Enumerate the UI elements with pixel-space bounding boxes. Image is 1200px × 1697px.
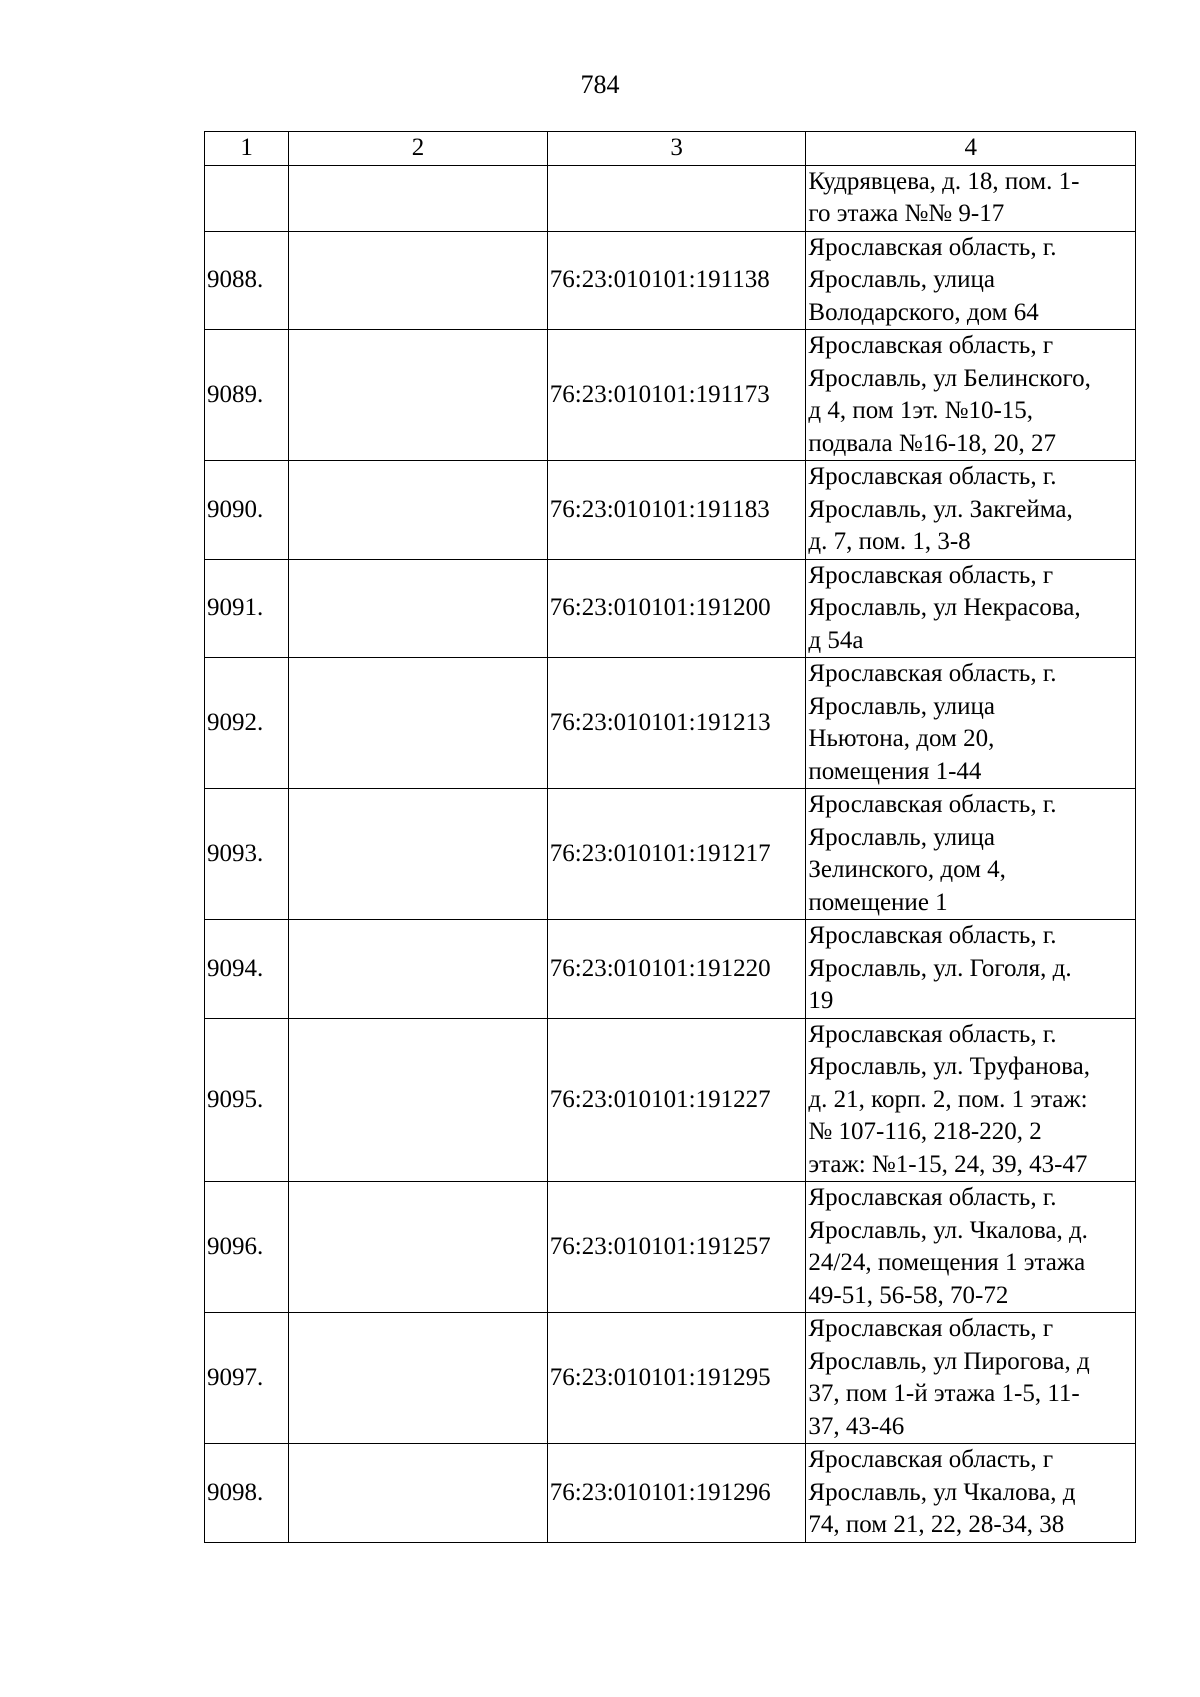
address-line: 19 <box>808 987 834 1014</box>
address-line: помещение 1 <box>808 888 948 916</box>
row-number: 9089. <box>205 330 289 461</box>
address-line: Ярославская область, г <box>808 561 1054 589</box>
address-cell <box>806 1182 1136 1313</box>
row-col-2 <box>289 1313 548 1444</box>
table-row <box>205 658 1136 789</box>
address-line: 74, пом 21, 22, 28-34, 38 <box>808 1511 1065 1538</box>
address-line: Ярославская область, г. <box>808 922 1057 949</box>
row-number: 9092. <box>205 658 289 789</box>
address-line: Володарского, дом 64 <box>808 298 1039 326</box>
header-col-1: 1 <box>205 132 289 166</box>
address-line: Ярославль, ул. Труфанова, <box>808 1053 1090 1080</box>
page-number: 784 <box>580 70 620 99</box>
table-row <box>205 1182 1136 1313</box>
row-number: 9088. <box>205 231 289 330</box>
cadastral-number: 76:23:010101:191200 <box>547 559 806 658</box>
address-line: Ярославская область, г <box>808 1315 1054 1342</box>
row-number <box>205 165 289 231</box>
address-cell <box>806 559 1136 658</box>
address-line: го этажа №№ 9-17 <box>808 200 1005 227</box>
row-col-2 <box>289 231 548 330</box>
address-line: Ярославская область, г <box>808 1446 1054 1473</box>
address-cell <box>806 789 1136 920</box>
address-line: 49-51, 56-58, 70-72 <box>808 1281 1009 1309</box>
address-line: помещения 1-44 <box>808 757 982 785</box>
cadastral-number: 76:23:010101:191173 <box>547 330 806 461</box>
address-cell <box>806 461 1136 560</box>
address-line: Ярославль, ул Пирогова, д <box>808 1347 1090 1375</box>
table-row <box>205 231 1136 330</box>
address-cell <box>806 165 1136 231</box>
cadastral-number: 76:23:010101:191217 <box>547 789 806 920</box>
row-col-2 <box>289 1182 548 1313</box>
address-line: Ярославль, ул Некрасова, <box>808 594 1081 621</box>
cadastral-number: 76:23:010101:191183 <box>547 461 806 560</box>
row-col-2 <box>289 330 548 461</box>
row-col-2 <box>289 1444 548 1543</box>
address-cell <box>806 1018 1136 1182</box>
table-row <box>205 165 1136 231</box>
cadastral-number <box>547 165 806 231</box>
row-col-2 <box>289 165 548 231</box>
header-col-3: 3 <box>547 132 806 166</box>
address-line: Ярославская область, г. <box>808 660 1057 687</box>
address-line: Ярославская область, г. <box>808 791 1057 818</box>
row-number: 9097. <box>205 1313 289 1444</box>
row-col-2 <box>289 789 548 920</box>
address-line: Ньютона, дом 20, <box>808 725 995 752</box>
address-line: Ярославль, ул. Гоголя, д. <box>808 954 1072 982</box>
address-line: Ярославская область, г <box>808 332 1054 359</box>
row-number: 9091. <box>205 559 289 658</box>
table-row <box>205 920 1136 1019</box>
address-line: этаж: №1-15, 24, 39, 43-47 <box>808 1150 1088 1178</box>
address-cell <box>806 231 1136 330</box>
address-cell <box>806 1444 1136 1543</box>
address-line: Ярославль, улица <box>808 266 995 293</box>
address-line: № 107-116, 218-220, 2 <box>808 1118 1042 1145</box>
row-number: 9093. <box>205 789 289 920</box>
address-cell <box>806 658 1136 789</box>
address-line: д 4, пом 1эт. №10-15, <box>808 397 1034 424</box>
address-line: Ярославская область, г. <box>808 1020 1057 1048</box>
cadastral-number: 76:23:010101:191295 <box>547 1313 806 1444</box>
cadastral-number: 76:23:010101:191220 <box>547 920 806 1019</box>
address-line: Ярославская область, г. <box>808 1184 1057 1211</box>
table-row <box>205 1018 1136 1182</box>
header-col-2: 2 <box>289 132 548 166</box>
address-line: Ярославль, ул Белинского, <box>808 364 1091 392</box>
address-line: Зелинского, дом 4, <box>808 856 1006 883</box>
row-col-2 <box>289 1018 548 1182</box>
table-row <box>205 1313 1136 1444</box>
table-row <box>205 461 1136 560</box>
address-line: 37, пом 1-й этажа 1-5, 11- <box>808 1380 1080 1407</box>
address-cell <box>806 330 1136 461</box>
cadastral-number: 76:23:010101:191138 <box>547 231 806 330</box>
table-row <box>205 789 1136 920</box>
address-line: Ярославль, ул. Чкалова, д. <box>808 1216 1088 1244</box>
table-row <box>205 330 1136 461</box>
registry-table <box>204 131 1136 1543</box>
address-line: Ярославль, улица <box>808 692 995 720</box>
address-line: Ярославль, улица <box>808 823 995 851</box>
row-number: 9094. <box>205 920 289 1019</box>
table-header-row <box>205 132 1136 166</box>
address-cell <box>806 1313 1136 1444</box>
row-col-2 <box>289 658 548 789</box>
table-row <box>205 1444 1136 1543</box>
address-line: д. 21, корп. 2, пом. 1 этаж: <box>808 1085 1088 1113</box>
row-number: 9098. <box>205 1444 289 1543</box>
address-line: подвала №16-18, 20, 27 <box>808 429 1057 457</box>
header-col-4: 4 <box>806 132 1136 166</box>
address-line: 37, 43-46 <box>808 1412 905 1440</box>
address-line: Ярославль, ул Чкалова, д <box>808 1478 1076 1506</box>
address-line: д. 7, пом. 1, 3-8 <box>808 528 971 555</box>
row-number: 9096. <box>205 1182 289 1313</box>
address-line: Ярославская область, г. <box>808 463 1057 490</box>
address-cell <box>806 920 1136 1019</box>
table-row <box>205 559 1136 658</box>
row-col-2 <box>289 461 548 560</box>
row-number: 9090. <box>205 461 289 560</box>
row-number: 9095. <box>205 1018 289 1182</box>
row-col-2 <box>289 559 548 658</box>
address-line: д 54а <box>808 626 864 654</box>
address-line: Ярославская область, г. <box>808 233 1057 261</box>
cadastral-number: 76:23:010101:191227 <box>547 1018 806 1182</box>
cadastral-number: 76:23:010101:191257 <box>547 1182 806 1313</box>
address-line: Ярославль, ул. Закгейма, <box>808 495 1073 523</box>
row-col-2 <box>289 920 548 1019</box>
cadastral-number: 76:23:010101:191296 <box>547 1444 806 1543</box>
address-line: 24/24, помещения 1 этажа <box>808 1249 1086 1276</box>
cadastral-number: 76:23:010101:191213 <box>547 658 806 789</box>
address-line: Кудрявцева, д. 18, пом. 1- <box>808 167 1080 195</box>
